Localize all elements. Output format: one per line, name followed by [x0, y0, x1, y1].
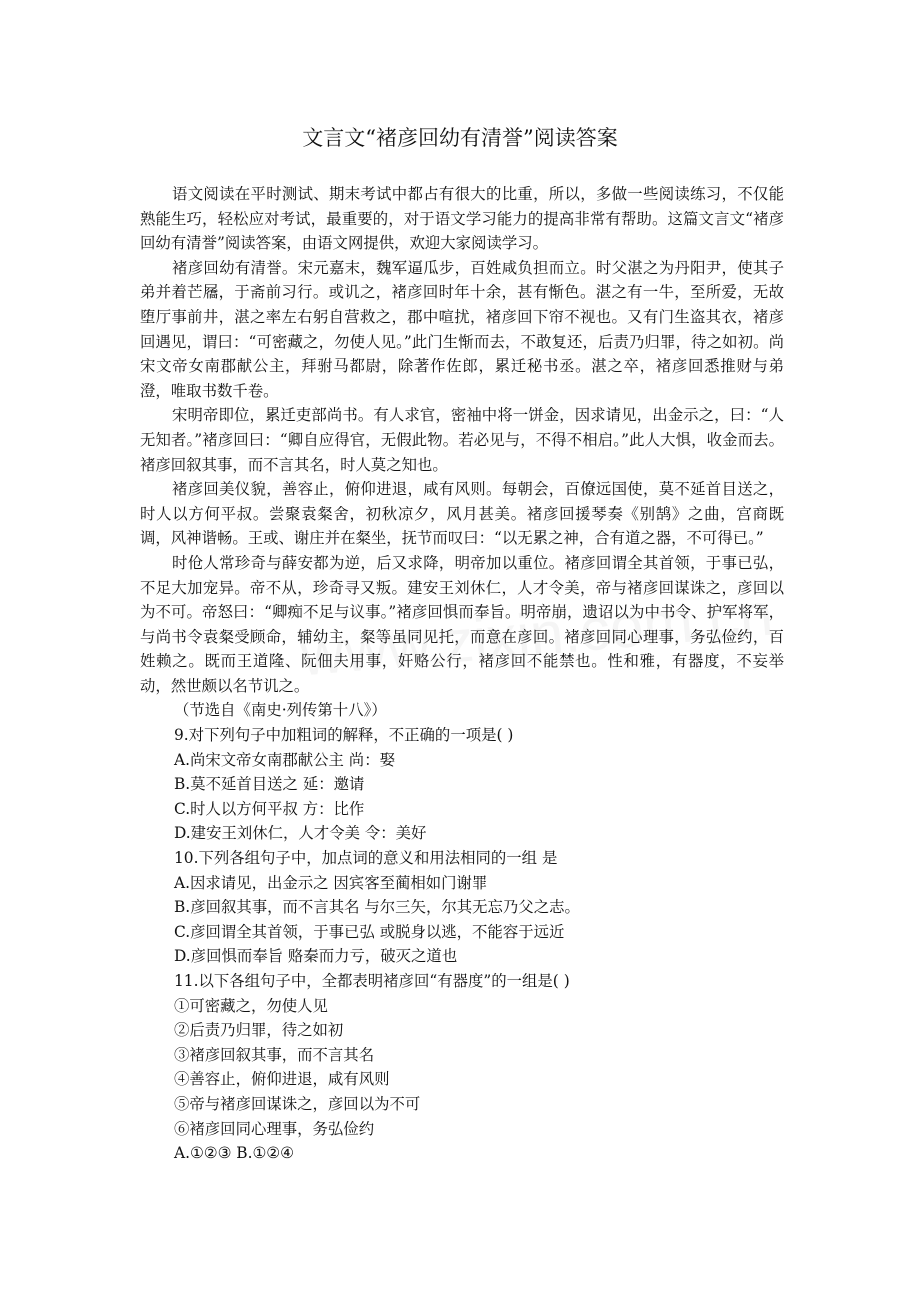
source-citation: （节选自《南史·列传第十八》） — [174, 701, 387, 720]
document-title: 文言文“褚彦回幼有清誉”阅读答案 — [302, 126, 618, 150]
question-option: C.时人以方何平叔 方：比作 — [174, 799, 365, 818]
question-item: ①可密藏之，勿使人见 — [174, 996, 328, 1015]
question-item: ②后责乃归罪，待之如初 — [174, 1021, 344, 1040]
paragraph: 时伧人常珍奇与薛安都为逆，后又求降，明帝加以重位。褚彦回谓全其首领，于事已弘，不足大加宠异。帝不从，珍奇寻又叛。建安王刘休仁，人才令美，帝与褚彦回谋诛之，彦回以为不可。帝怒曰：“卿痴不足与议事。”褚彦回惧而奉旨。明帝崩，遗诏以为中书令、护军将军，与尚书令袁粲受顾命，辅幼主，粲等虽同见托，而意在彦回。褚彦回同心理事，务弘俭约，百姓赖之。既而王道隆、阮佃夫用事，奸赂公行，褚彦回不能禁也。性和雅，有器度，不妄举动，然世颇以名节讥之。 — [140, 553, 784, 695]
paragraph: 宋明帝即位，累迁吏部尚书。有人求官，密袖中将一饼金，因求请见，出金示之，曰：“人无知者。”褚彦回曰：“卿自应得官，无假此物。若必见与，不得不相启。”此人大惧，收金而去。褚彦回叙其事，而不言其名，时人莫之知也。 — [140, 406, 784, 474]
question-line: 9.对下列句子中加粗词的解释，不正确的一项是( ) — [174, 726, 514, 745]
paragraph: 褚彦回美仪貌，善容止，俯仰进退，咸有风则。每朝会，百僚远国使，莫不延首目送之，时人以方何平叔。尝聚袁粲舍，初秋凉夕，风月甚美。褚彦回援琴奏《别鹄》之曲，宫商既调，风神谐畅。王或、谢庄并在粲坐，抚节而叹曰：“以无累之神，合有道之器，不可得已。” — [140, 480, 784, 548]
question-item: ⑤帝与褚彦回谋诛之，彦回以为不可 — [174, 1094, 421, 1113]
question-option: A.尚宋文帝女南郡献公主 尚：娶 — [174, 750, 395, 769]
question-option: B.莫不延首目送之 延：邀请 — [174, 775, 365, 794]
question-item: ③褚彦回叙其事，而不言其名 — [174, 1045, 375, 1064]
paragraph: 褚彦回幼有清誉。宋元嘉末，魏军逼瓜步，百姓咸负担而立。时父湛之为丹阳尹，使其子弟并着芒屩，于斋前习行。或讥之，褚彦回时年十余，甚有惭色。湛之有一牛，至所爱，无故堕厅事前井，湛之率左右躬自营救之，郡中喧扰，褚彦回下帘不视也。又有门生盗其衣，褚彦回遇见，谓曰：“可密藏之，勿使人见。”此门生惭而去，不敢复还，后责乃归罪，待之如初。尚宋文帝女南郡献公主，拜驸马都尉，除著作佐郎，累迁秘书丞。湛之卒，褚彦回悉推财与弟澄，唯取书数千卷。 — [140, 258, 784, 400]
question-line: 10.下列各组句子中，加点词的意义和用法相同的一组 是 — [174, 849, 558, 868]
paragraph: 语文阅读在平时测试、期末考试中都占有很大的比重，所以，多做一些阅读练习，不仅能熟能生巧，轻松应对考试，最重要的，对于语文学习能力的提高非常有帮助。这篇文言文“褚彦回幼有清誉”阅读答案，由语文网提供，欢迎大家阅读学习。 — [140, 185, 784, 253]
question-line: 11.以下各组句子中，全都表明褚彦回“有器度”的一组是( ) — [174, 972, 570, 990]
document-body — [140, 182, 784, 1166]
question-item: ④善容止，俯仰进退，咸有风则 — [174, 1070, 390, 1089]
question-option: D.建安王刘休仁，人才令美 令：美好 — [174, 824, 427, 843]
question-option: D.彦回惧而奉旨 赂秦而力亏，破灭之道也 — [174, 947, 458, 966]
question-option: C.彦回谓全其首领，于事已弘 或脱身以逃，不能容于远近 — [174, 922, 565, 941]
question-option: B.彦回叙其事，而不言其名 与尔三矢，尔其无忘乃父之志。 — [174, 898, 580, 917]
question-option: A.①②③ B.①②④ — [174, 1144, 294, 1163]
question-item: ⑥褚彦回同心理事，务弘俭约 — [174, 1119, 375, 1138]
question-option: A.因求请见，出金示之 因宾客至蔺相如门谢罪 — [174, 873, 488, 892]
